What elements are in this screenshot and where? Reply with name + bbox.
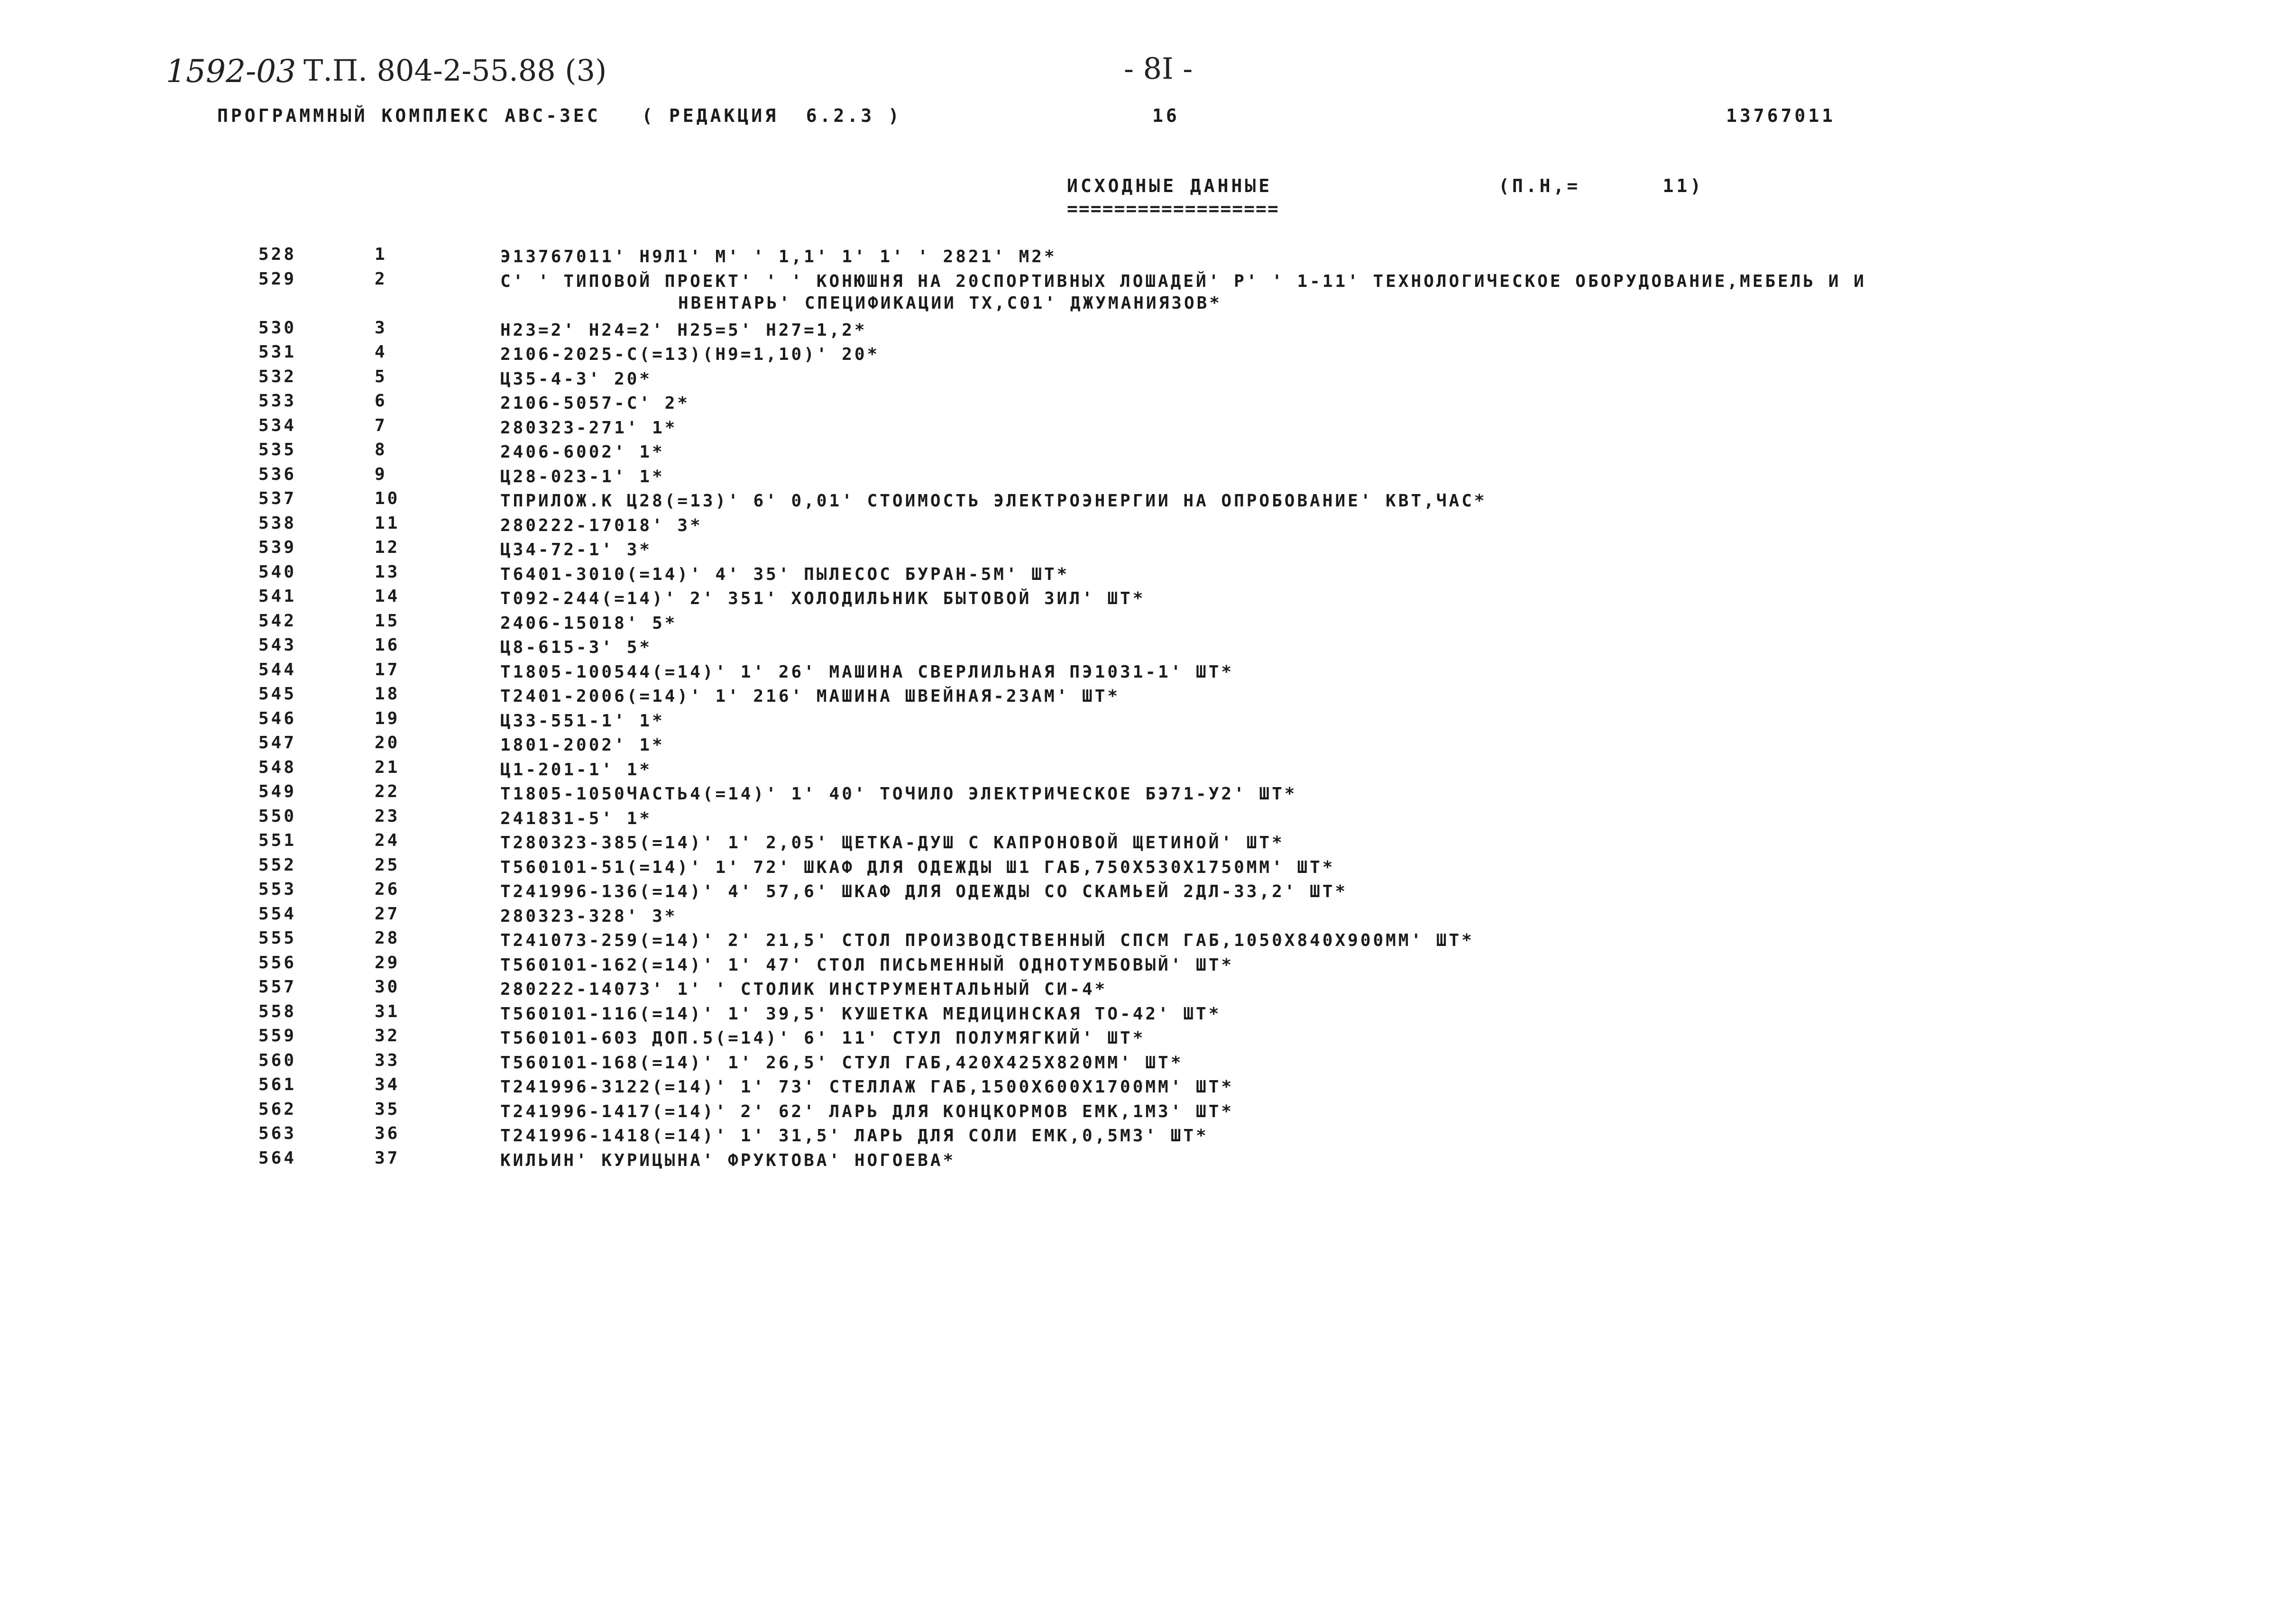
data-row [0,416,2296,440]
row-text: Т241996-136(=14)' 4' 57,6' ШКАФ ДЛЯ ОДЕЖДЫ СО СКАМЬЕЙ 2ДЛ-33,2' ШТ* [500,882,1348,901]
row-sequence-number: 17 [375,660,400,679]
row-sequence-number: 27 [375,904,400,924]
row-line-number: 537 [258,489,297,508]
row-line-number: 547 [258,733,297,752]
row-sequence-number: 21 [375,757,400,777]
document-code: 13767011 [1726,105,1836,126]
data-row [0,880,2296,904]
row-sequence-number: 23 [375,806,400,826]
row-sequence-number: 8 [375,440,387,459]
row-sequence-number: 13 [375,562,400,582]
row-text: Т241073-259(=14)' 2' 21,5' СТОЛ ПРОИЗВОДСТВЕННЫЙ СПСМ ГАБ,1050Х840Х900ММ' ШТ* [500,931,1474,950]
row-line-number: 556 [258,953,297,973]
row-text: 280222-14073' 1' ' СТОЛИК ИНСТРУМЕНТАЛЬНЫЙ СИ-4* [500,980,1108,999]
data-row [0,977,2296,1002]
row-sequence-number: 12 [375,538,400,557]
row-line-number: 549 [258,782,297,801]
row-text: Т241996-1417(=14)' 2' 62' ЛАРЬ ДЛЯ КОНЦКОРМОВ ЕМК,1М3' ШТ* [500,1101,1234,1121]
row-line-number: 558 [258,1001,297,1021]
row-text: Ц8-615-3' 5* [500,638,652,657]
data-row [0,709,2296,734]
data-row [0,660,2296,685]
row-line-number: 562 [258,1099,297,1119]
row-text: Т241996-3122(=14)' 1' 73' СТЕЛЛАЖ ГАБ,1500Х600Х1700ММ' ШТ* [500,1077,1234,1097]
row-sequence-number: 35 [375,1099,400,1119]
row-text: 280323-328' 3* [500,906,678,926]
document-title: Т.П. 804-2-55.88 (3) [303,53,607,88]
sheet-number: 16 [1152,105,1180,126]
row-sequence-number: 4 [375,342,387,362]
row-sequence-number: 37 [375,1148,400,1168]
data-row [0,465,2296,489]
row-line-number: 551 [258,831,297,850]
row-sequence-number: 2 [375,269,387,289]
row-sequence-number: 22 [375,782,400,801]
row-text: Т560101-116(=14)' 1' 39,5' КУШЕТКА МЕДИЦИНСКАЯ ТО-42' ШТ* [500,1004,1221,1024]
row-text-continuation: НВЕНТАРЬ' СПЕЦИФИКАЦИИ ТХ,С01' ДЖУМАНИЯЗОВ* [678,293,1222,313]
row-line-number: 548 [258,757,297,777]
data-row [0,635,2296,660]
data-row [0,245,2296,269]
row-sequence-number: 25 [375,855,400,875]
data-row [0,733,2296,758]
data-row [0,489,2296,514]
row-text: 2106-2025-С(=13)(Н9=1,10)' 20* [500,345,880,364]
row-sequence-number: 15 [375,611,400,631]
row-sequence-number: 11 [375,513,400,533]
data-row [0,953,2296,978]
data-row [0,1124,2296,1148]
row-sequence-number: 16 [375,635,400,655]
row-text: Т1805-100544(=14)' 1' 26' МАШИНА СВЕРЛИЛЬНАЯ ПЭ1031-1' ШТ* [500,662,1234,682]
row-line-number: 545 [258,684,297,704]
row-text: Н23=2' Н24=2' Н25=5' Н27=1,2* [500,320,867,340]
row-line-number: 561 [258,1075,297,1094]
data-row [0,1075,2296,1100]
row-line-number: 532 [258,367,297,386]
row-sequence-number: 18 [375,684,400,704]
row-text: Ц1-201-1' 1* [500,760,652,780]
row-line-number: 557 [258,977,297,997]
data-row [0,904,2296,929]
row-line-number: 559 [258,1026,297,1046]
row-text: Т560101-168(=14)' 1' 26,5' СТУЛ ГАБ,420Х425Х820ММ' ШТ* [500,1053,1184,1073]
row-line-number: 560 [258,1050,297,1070]
row-text: 2406-6002' 1* [500,442,665,462]
row-text: Т560101-162(=14)' 1' 47' СТОЛ ПИСЬМЕННЫЙ ОДНОТУМБОВЫЙ' ШТ* [500,955,1234,975]
data-row [0,538,2296,562]
row-sequence-number: 31 [375,1001,400,1021]
data-row [0,1026,2296,1051]
row-line-number: 528 [258,245,297,264]
data-row [0,1051,2296,1075]
row-line-number: 533 [258,391,297,411]
row-text: Т241996-1418(=14)' 1' 31,5' ЛАРЬ ДЛЯ СОЛИ ЕМК,0,5М3' ШТ* [500,1126,1209,1146]
row-line-number: 553 [258,880,297,899]
row-text: 241831-5' 1* [500,808,652,828]
data-row [0,1002,2296,1027]
row-text: Т1805-1050ЧАСТЬ4(=14)' 1' 40' ТОЧИЛО ЭЛЕКТРИЧЕСКОЕ БЭ71-У2' ШТ* [500,784,1297,804]
data-rows [0,245,2296,1173]
row-text: 280323-271' 1* [500,418,678,438]
data-row [0,269,2296,318]
data-row [0,928,2296,953]
row-text: 1801-2002' 1* [500,735,665,755]
data-row [0,1148,2296,1173]
data-row [0,391,2296,416]
row-text: 2406-15018' 5* [500,613,678,633]
data-row [0,514,2296,538]
row-sequence-number: 24 [375,831,400,850]
row-line-number: 554 [258,904,297,924]
row-line-number: 552 [258,855,297,875]
data-row [0,1100,2296,1124]
row-text: Т092-244(=14)' 2' 351' ХОЛОДИЛЬНИК БЫТОВОЙ ЗИЛ' ШТ* [500,589,1146,608]
row-text: Ц33-551-1' 1* [500,711,665,731]
section-rule: ================== [1067,198,1279,219]
row-sequence-number: 32 [375,1026,400,1046]
row-text: Э13767011' Н9Л1' М' ' 1,1' 1' 1' ' 2821' М2* [500,247,1057,266]
section-param: (П.Н,= 11) [1498,175,1704,196]
data-row [0,587,2296,611]
row-sequence-number: 26 [375,880,400,899]
data-row [0,855,2296,880]
data-row [0,807,2296,831]
row-sequence-number: 7 [375,415,387,435]
row-line-number: 536 [258,464,297,484]
row-line-number: 544 [258,660,297,679]
row-line-number: 530 [258,318,297,338]
row-line-number: 531 [258,342,297,362]
row-text: КИЛЬИН' КУРИЦЫНА' ФРУКТОВА' НОГОЕВА* [500,1150,956,1170]
row-line-number: 546 [258,708,297,728]
row-sequence-number: 33 [375,1050,400,1070]
row-sequence-number: 14 [375,587,400,606]
row-sequence-number: 19 [375,708,400,728]
data-row [0,367,2296,392]
data-row [0,562,2296,587]
data-row [0,831,2296,855]
row-sequence-number: 5 [375,367,387,386]
data-row [0,782,2296,807]
data-row [0,342,2296,367]
row-text: С' ' ТИПОВОЙ ПРОЕКТ' ' ' КОНЮШНЯ НА 20СПОРТИВНЫХ ЛОШАДЕЙ' Р' ' 1-11' ТЕХНОЛОГИЧЕСКОЕ ОБОРУДОВАНИЕ,МЕБЕЛЬ И И [500,271,1866,291]
row-text: Ц35-4-3' 20* [500,369,652,389]
row-line-number: 541 [258,587,297,606]
row-text: 280222-17018' 3* [500,515,703,535]
row-sequence-number: 36 [375,1124,400,1143]
data-row [0,440,2296,465]
row-line-number: 540 [258,562,297,582]
row-sequence-number: 10 [375,489,400,508]
row-sequence-number: 28 [375,928,400,948]
row-line-number: 534 [258,415,297,435]
handwritten-code: 1592-03 [166,53,296,90]
row-line-number: 543 [258,635,297,655]
row-sequence-number: 1 [375,245,387,264]
data-row [0,758,2296,782]
row-text: 2106-5057-С' 2* [500,394,690,413]
row-text: Ц34-72-1' 3* [500,540,652,560]
row-text: Т280323-385(=14)' 1' 2,05' ЩЕТКА-ДУШ С КАПРОНОВОЙ ЩЕТИНОЙ' ШТ* [500,833,1285,853]
row-sequence-number: 30 [375,977,400,997]
row-line-number: 535 [258,440,297,459]
row-sequence-number: 29 [375,953,400,973]
row-sequence-number: 3 [375,318,387,338]
row-line-number: 563 [258,1124,297,1143]
section-title: ИСХОДНЫЕ ДАННЫЕ [1067,175,1273,196]
row-line-number: 555 [258,928,297,948]
data-row [0,611,2296,636]
row-line-number: 529 [258,269,297,289]
program-line: ПРОГРАММНЫЙ КОМПЛЕКС АВС-3ЕС ( РЕДАКЦИЯ 6.2.3 ) [217,105,902,126]
row-text: Т560101-603 ДОП.5(=14)' 6' 11' СТУЛ ПОЛУМЯГКИЙ' ШТ* [500,1028,1146,1048]
row-line-number: 539 [258,538,297,557]
row-text: Ц28-023-1' 1* [500,467,665,486]
row-sequence-number: 9 [375,464,387,484]
row-line-number: 550 [258,806,297,826]
row-sequence-number: 6 [375,391,387,411]
row-text: Т2401-2006(=14)' 1' 216' МАШИНА ШВЕЙНАЯ-23АМ' ШТ* [500,687,1120,706]
row-line-number: 538 [258,513,297,533]
page-number: - 8I - [1124,51,1193,86]
row-sequence-number: 20 [375,733,400,752]
data-row [0,318,2296,343]
row-line-number: 564 [258,1148,297,1168]
row-text: Т560101-51(=14)' 1' 72' ШКАФ ДЛЯ ОДЕЖДЫ Ш1 ГАБ,750Х530Х1750ММ' ШТ* [500,857,1335,877]
data-row [0,684,2296,709]
row-sequence-number: 34 [375,1075,400,1094]
row-text: Т6401-3010(=14)' 4' 35' ПЫЛЕСОС БУРАН-5М' ШТ* [500,564,1070,584]
row-text: ТПРИЛОЖ.К Ц28(=13)' 6' 0,01' СТОИМОСТЬ ЭЛЕКТРОЭНЕРГИИ НА ОПРОБОВАНИЕ' КВТ,ЧАС* [500,491,1487,511]
row-line-number: 542 [258,611,297,631]
